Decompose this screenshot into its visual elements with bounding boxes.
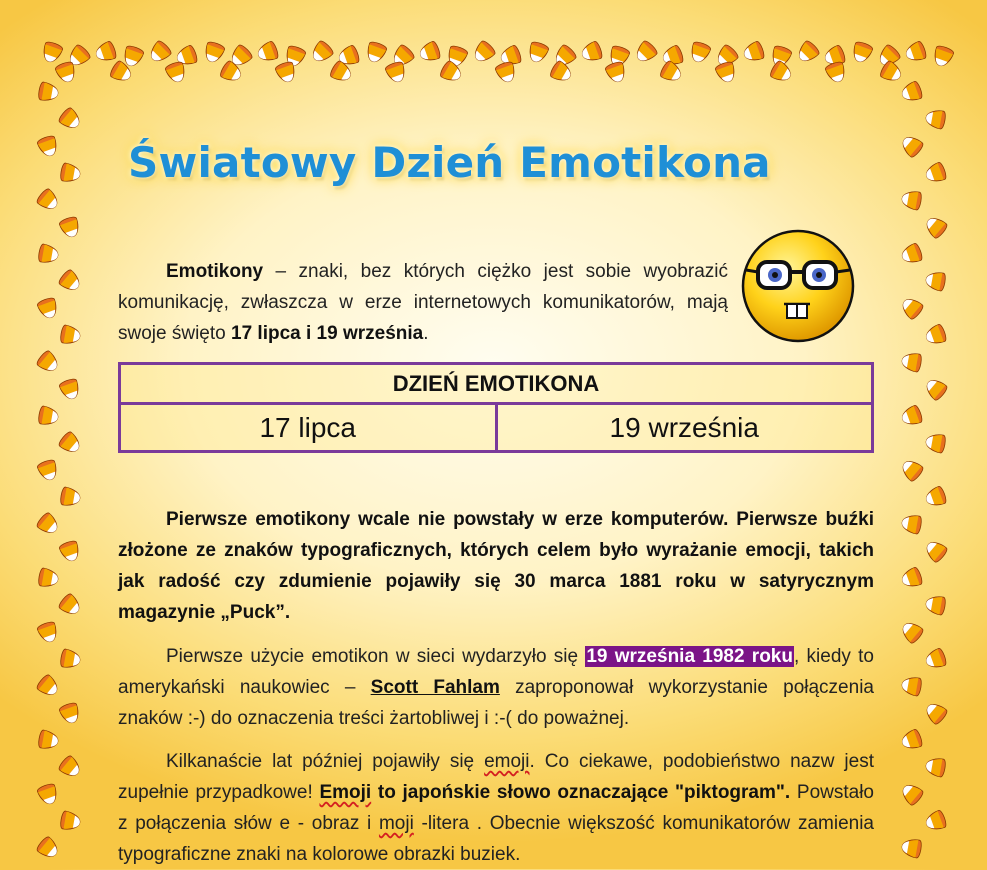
candy-corn-icon	[60, 487, 82, 508]
table-cell-date-1: 17 lipca	[120, 404, 497, 452]
candy-corn-icon	[923, 376, 949, 402]
candy-corn-icon	[38, 568, 60, 589]
candy-corn-icon	[309, 39, 335, 65]
candy-corn-icon	[38, 244, 60, 265]
candy-corn-icon	[57, 430, 83, 456]
candy-corn-icon	[931, 44, 954, 68]
candy-corn-icon	[36, 134, 59, 158]
candy-corn-icon	[923, 700, 949, 726]
emoji-text-4: -litera . Obecnie większość komunikatorów zamienia typograficzne znaki na kolorowe obrazki buziek.	[118, 813, 874, 865]
history-text: Pierwsze emotikony wcale nie powstały w erze komputerów. Pierwsze buźki złożone ze znaków typograficznych, których celem było wyrażanie emocji, takich jak radość czy zdumienie pojawiły się 30 marca 1881 roku w satyrycznym magazynie „Puck”.	[118, 509, 874, 623]
candy-corn-icon	[899, 457, 925, 483]
candy-corn-icon	[57, 268, 83, 294]
candy-corn-icon	[549, 60, 574, 85]
candy-corn-icon	[38, 730, 60, 751]
candy-corn-icon	[35, 835, 61, 861]
candy-corn-icon	[900, 566, 924, 589]
candy-corn-icon	[36, 620, 59, 644]
candy-corn-icon	[35, 511, 61, 537]
candy-corn-icon	[60, 325, 82, 346]
candy-corn-icon	[769, 60, 794, 85]
candy-corn-icon	[850, 40, 873, 64]
candy-corn-icon	[923, 214, 949, 240]
nerd-smiley-icon	[740, 228, 856, 344]
candy-corn-icon	[57, 106, 83, 132]
candy-corn-icon	[57, 592, 83, 618]
candy-corn-icon	[58, 539, 81, 563]
candy-corn-icon	[688, 40, 711, 64]
candy-corn-icon	[900, 242, 924, 265]
candy-corn-icon	[899, 133, 925, 159]
candy-corn-icon	[901, 837, 923, 858]
candy-corn-icon	[901, 189, 923, 210]
candy-corn-icon	[94, 40, 118, 63]
candy-corn-icon	[60, 163, 82, 184]
candy-corn-icon	[899, 781, 925, 807]
candy-corn-icon	[35, 673, 61, 699]
candy-corn-icon	[60, 649, 82, 670]
candy-corn-icon	[924, 323, 948, 346]
candy-corn-icon	[924, 809, 948, 832]
scientist-name: Scott Fahlam	[370, 677, 500, 698]
candy-corn-icon	[58, 215, 81, 239]
candy-corn-icon	[714, 60, 737, 84]
candy-corn-icon	[925, 270, 947, 291]
candy-corn-icon	[40, 40, 63, 64]
candy-corn-icon	[364, 40, 387, 64]
candy-corn-icon	[35, 187, 61, 213]
intro-paragraph	[118, 256, 728, 349]
page-title: Światowy Dzień Emotikona	[128, 138, 771, 187]
emoticon-day-table	[118, 362, 874, 453]
candy-corn-icon	[36, 458, 59, 482]
candy-corn-icon	[923, 538, 949, 564]
first-use-paragraph	[118, 641, 874, 734]
candy-corn-icon	[900, 80, 924, 103]
candy-corn-icon	[925, 594, 947, 615]
first-use-text-2: , kiedy to amerykański naukowiec –	[118, 646, 874, 698]
candy-corn-icon	[57, 754, 83, 780]
candy-corn-icon	[899, 295, 925, 321]
candy-corn-icon	[901, 675, 923, 696]
candy-corn-icon	[471, 39, 497, 65]
first-use-text-3: zaproponował wykorzystanie połączenia znaków :-) do oznaczenia treści żartobliwej i :-( do poważnej.	[118, 677, 874, 729]
candy-corn-icon	[202, 40, 225, 64]
candy-corn-icon	[38, 82, 60, 103]
candy-corn-icon	[924, 485, 948, 508]
candy-corn-icon	[742, 40, 766, 63]
candy-corn-icon	[925, 108, 947, 129]
emoji-text-2: . Co ciekawe, podobieństwo nazw jest zupełnie przypadkowe!	[118, 751, 874, 803]
candy-corn-icon	[925, 432, 947, 453]
intro-term: Emotikony	[166, 261, 264, 282]
candy-corn-icon	[36, 782, 59, 806]
candy-corn-icon	[924, 647, 948, 670]
moji-word: moji	[378, 813, 414, 834]
first-use-text-1: Pierwsze użycie emotikon w sieci wydarzyło się	[166, 646, 586, 667]
emoji-paragraph	[118, 746, 874, 870]
history-paragraph	[118, 504, 874, 628]
candy-corn-icon	[900, 728, 924, 751]
candy-corn-icon	[795, 39, 821, 65]
intro-end: .	[423, 323, 429, 344]
emoji-bold-text: to japońskie słowo oznaczające "piktogram".	[371, 782, 791, 803]
intro-text: – znaki, bez których ciężko jest sobie wyobrazić komunikację, zwłaszcza w erze internetowych komunikatorów, mają swoje święto	[118, 261, 728, 344]
emoji-text-3: Powstało z połączenia słów e - obraz i	[118, 782, 874, 834]
candy-corn-icon	[925, 756, 947, 777]
candy-corn-icon	[418, 40, 442, 63]
intro-dates: 17 lipca i 19 września	[231, 323, 424, 344]
candy-corn-icon	[58, 701, 81, 725]
candy-corn-icon	[147, 39, 173, 65]
candy-corn-icon	[58, 377, 81, 401]
candy-corn-icon	[901, 513, 923, 534]
table-header: DZIEŃ EMOTIKONA	[120, 364, 873, 404]
table-cell-date-2: 19 września	[496, 404, 873, 452]
candy-corn-icon	[899, 619, 925, 645]
candy-corn-icon	[824, 60, 847, 84]
candy-corn-icon	[633, 39, 659, 65]
candy-corn-icon	[526, 40, 549, 64]
candy-corn-icon	[36, 296, 59, 320]
candy-corn-icon	[35, 349, 61, 375]
candy-corn-icon	[604, 60, 627, 84]
candy-corn-icon	[580, 40, 604, 63]
emoji-text-1: Kilkanaście lat później pojawiły się	[166, 751, 485, 772]
emoji-bold-word: Emoji	[319, 782, 372, 803]
candy-corn-icon	[60, 811, 82, 832]
candy-corn-icon	[659, 60, 684, 85]
emoji-word: emoji	[484, 751, 530, 772]
candy-corn-icon	[38, 406, 60, 427]
highlighted-date: 19 września 1982 roku	[586, 646, 793, 667]
candy-corn-icon	[900, 404, 924, 427]
candy-corn-icon	[924, 161, 948, 184]
candy-corn-icon	[904, 40, 928, 63]
candy-corn-icon	[256, 40, 280, 63]
candy-corn-icon	[901, 351, 923, 372]
